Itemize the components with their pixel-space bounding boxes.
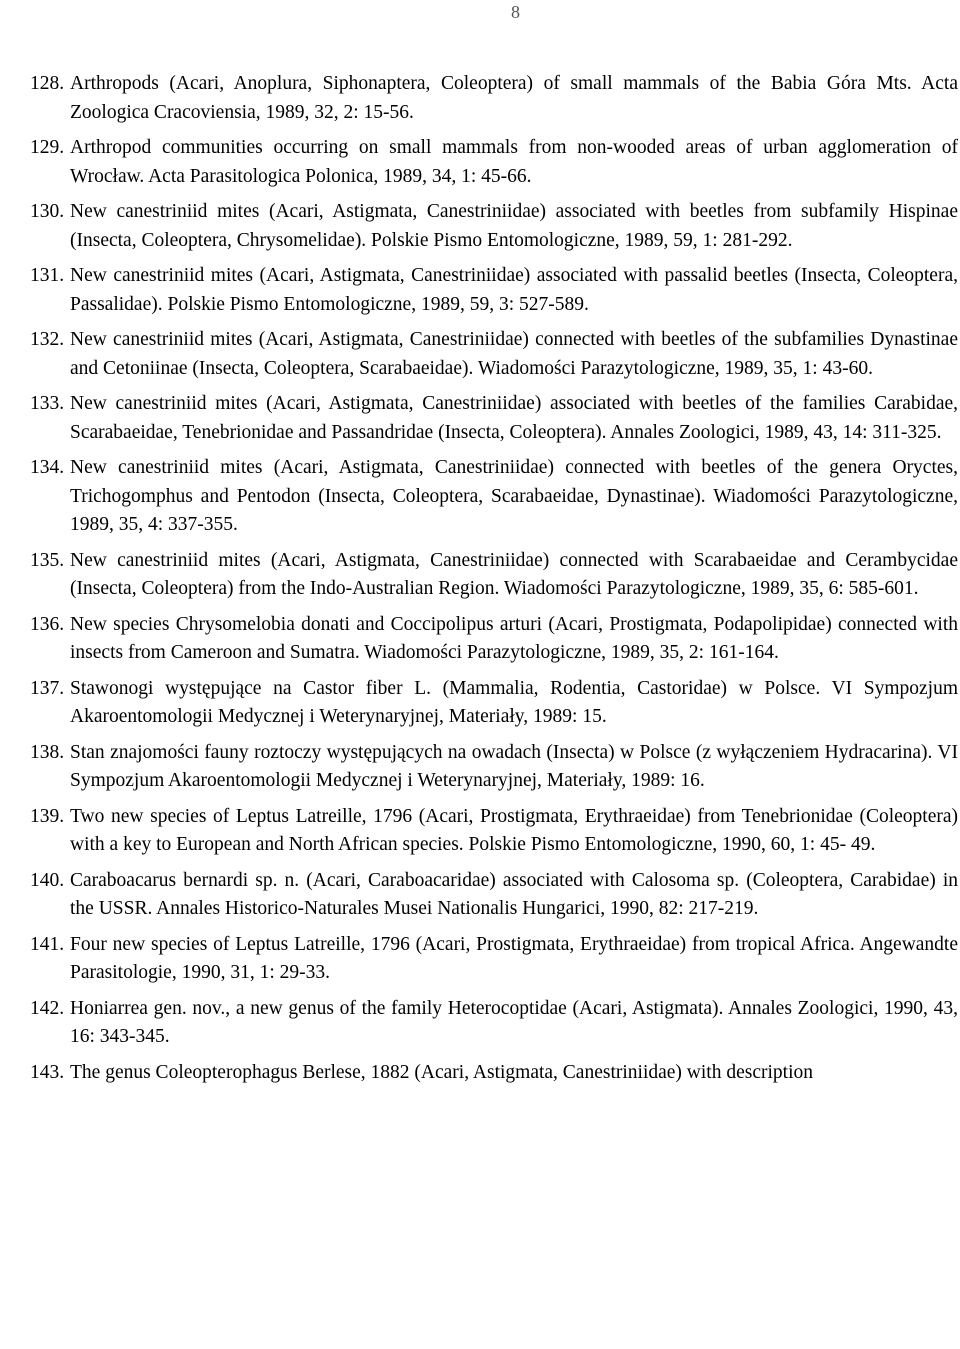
reference-item [30, 931, 958, 988]
reference-text: Arthropod communities occurring on small mammals from non-wooded areas of urban agglomeration of Wrocław. Acta Parasitologica Polonica, 1989, 34, 1: 45-66. [70, 137, 958, 187]
reference-number: 133. [30, 393, 65, 414]
reference-number: 132. [30, 329, 65, 350]
reference-text: New canestriniid mites (Acari, Astigmata, Canestriniidae) connected with Scarabaeidae and Cerambycidae (Insecta, Coleoptera) from the Indo-Australian Region. Wiadomości Parazytologiczne, 1989, 35, 6: 585-601. [70, 549, 958, 599]
reference-number: 141. [30, 933, 65, 955]
reference-item [30, 675, 958, 732]
reference-item [30, 1059, 958, 1088]
page-number: 8 [511, 2, 520, 22]
reference-text: New canestriniid mites (Acari, Astigmata, Canestriniidae) connected with beetles of the subfamilies Dynastinae and Cetoniinae (Insecta, Coleoptera, Scarabaeidae). Wiadomości Parazytologiczne, 1989, 35, 1: 43-60. [70, 329, 958, 379]
reference-text: New canestriniid mites (Acari, Astigmata, Canestriniidae) associated with beetles of the families Carabidae, Scarabaeidae, Tenebrionidae and Passandridae (Insecta, Coleoptera). Annales Zoologici, 1989, 43, 14: 311-325. [70, 393, 958, 443]
reference-number: 142. [30, 997, 65, 1019]
reference-number: 129. [30, 137, 65, 158]
reference-number: 128. [30, 73, 65, 94]
reference-number: 136. [30, 613, 65, 635]
reference-item [30, 995, 958, 1052]
reference-item [30, 867, 958, 924]
reference-number: 137. [30, 677, 65, 699]
reference-item [30, 326, 958, 383]
reference-item [30, 262, 958, 319]
reference-text: The genus Coleopterophagus Berlese, 1882 (Acari, Astigmata, Canestriniidae) with description [70, 1061, 813, 1083]
reference-text: New canestriniid mites (Acari, Astigmata, Canestriniidae) connected with beetles of the genera Oryctes, Trichogomphus and Pentodon (Insecta, Coleoptera, Scarabaeidae, Dynastinae). Wiadomości Parazytologiczne, 1989, 35, 4: 337-355. [70, 457, 958, 535]
reference-text: Honiarrea gen. nov., a new genus of the family Heterocoptidae (Acari, Astigmata). Annales Zoologici, 1990, 43, 16: 343-345. [70, 997, 958, 1047]
reference-item [30, 134, 958, 191]
reference-item [30, 390, 958, 447]
reference-number: 135. [30, 549, 65, 571]
reference-number: 139. [30, 805, 65, 827]
reference-item [30, 739, 958, 796]
reference-text: New species Chrysomelobia donati and Coccipolipus arturi (Acari, Prostigmata, Podapolipidae) connected with insects from Cameroon and Sumatra. Wiadomości Parazytologiczne, 1989, 35, 2: 161-164. [70, 613, 958, 663]
reference-text: Two new species of Leptus Latreille, 1796 (Acari, Prostigmata, Erythraeidae) from Tenebrionidae (Coleoptera) with a key to European and North African species. Polskie Pismo Entomologiczne, 1990, 60, 1: 45- 49. [70, 805, 958, 855]
reference-text: Arthropods (Acari, Anoplura, Siphonaptera, Coleoptera) of small mammals of the Babia Góra Mts. Acta Zoologica Cracoviensia, 1989, 32, 2: 15-56. [70, 73, 958, 123]
reference-list [30, 70, 958, 1094]
reference-number: 134. [30, 457, 65, 478]
reference-text: Four new species of Leptus Latreille, 1796 (Acari, Prostigmata, Erythraeidae) from tropical Africa. Angewandte Parasitologie, 1990, 31, 1: 29-33. [70, 933, 958, 983]
reference-item [30, 611, 958, 668]
reference-text: New canestriniid mites (Acari, Astigmata, Canestriniidae) associated with passalid beetles (Insecta, Coleoptera, Passalidae). Polskie Pismo Entomologiczne, 1989, 59, 3: 527-589. [70, 265, 958, 315]
reference-item [30, 198, 958, 255]
reference-item [30, 803, 958, 860]
reference-number: 131. [30, 265, 65, 286]
reference-text: Caraboacarus bernardi sp. n. (Acari, Caraboacaridae) associated with Calosoma sp. (Coleoptera, Carabidae) in the USSR. Annales Historico-Naturales Musei Nationalis Hungarici, 1990, 82: 217-219. [70, 869, 958, 919]
reference-text: New canestriniid mites (Acari, Astigmata, Canestriniidae) associated with beetles from subfamily Hispinae (Insecta, Coleoptera, Chrysomelidae). Polskie Pismo Entomologiczne, 1989, 59, 1: 281-292. [70, 201, 958, 251]
reference-number: 138. [30, 741, 65, 763]
reference-number: 140. [30, 869, 65, 891]
reference-number: 143. [30, 1061, 65, 1083]
reference-text: Stawonogi występujące na Castor fiber L. (Mammalia, Rodentia, Castoridae) w Polsce. VI Sympozjum Akaroentomologii Medycznej i Weterynaryjnej, Materiały, 1989: 15. [70, 677, 958, 727]
reference-text: Stan znajomości fauny roztoczy występujących na owadach (Insecta) w Polsce (z wyłączeniem Hydracarina). VI Sympozjum Akaroentomologii Medycznej i Weterynaryjnej, Materiały, 1989: 16. [70, 741, 958, 791]
reference-item [30, 70, 958, 127]
reference-number: 130. [30, 201, 65, 222]
reference-item [30, 454, 958, 540]
reference-item [30, 547, 958, 604]
